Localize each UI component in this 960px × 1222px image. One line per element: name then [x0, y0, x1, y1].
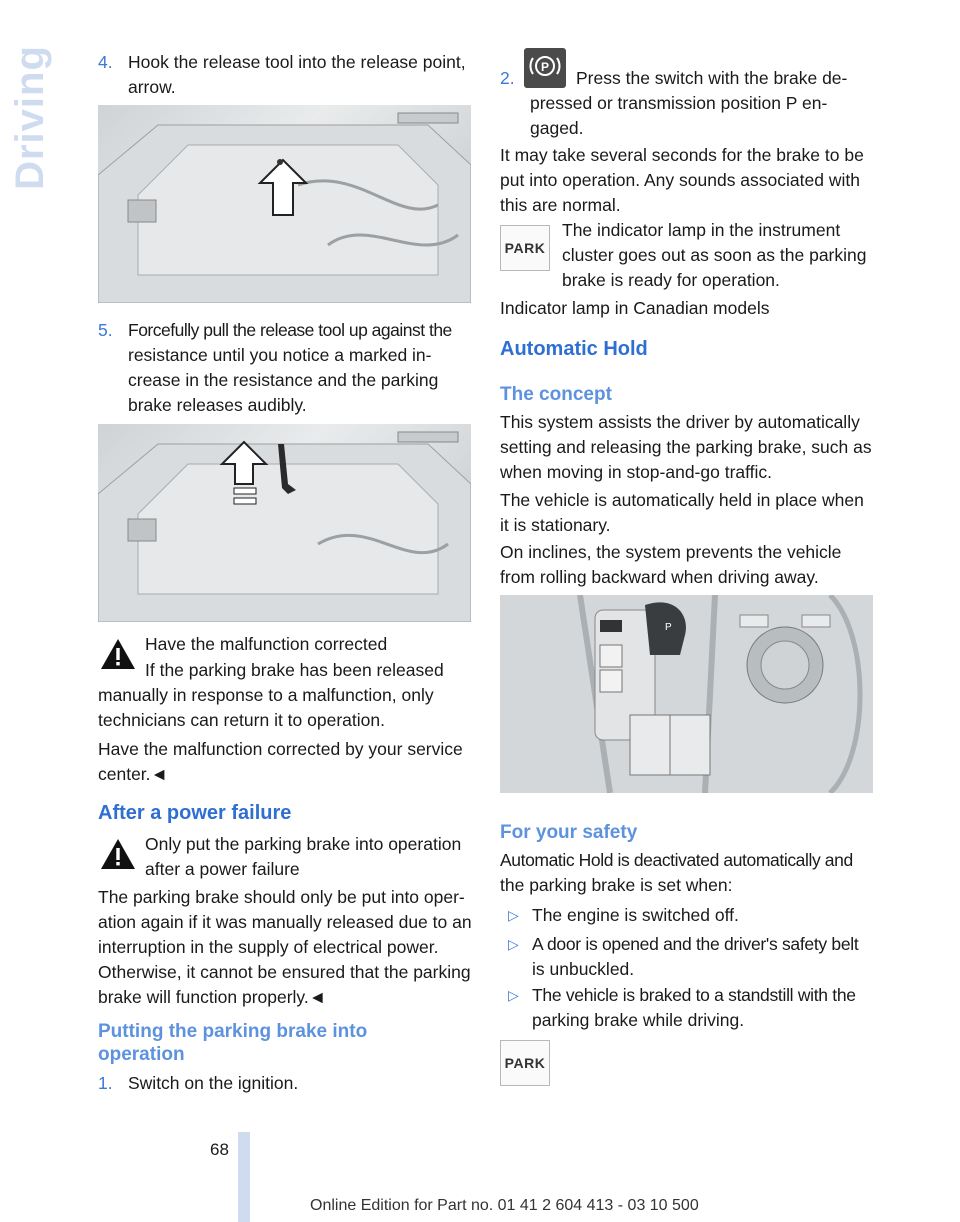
subsection-heading: For your safety — [500, 822, 638, 843]
section-heading: After a power failure — [98, 802, 292, 824]
body-text: Automatic Hold is deactivated automatically and — [500, 850, 853, 870]
warning-triangle-icon — [100, 838, 136, 870]
body-text: this are normal. — [500, 195, 621, 215]
bullet-triangle-icon: ▷ — [508, 987, 519, 1003]
step-text: gaged. — [530, 118, 584, 138]
warning-text: Have the malfunction corrected by your service — [98, 739, 463, 759]
body-text: brake will function properly.◄ — [98, 987, 327, 1007]
warning-text: technicians can return it to operation. — [98, 710, 385, 730]
warning-triangle-icon — [100, 638, 136, 670]
step-text: brake releases audibly. — [128, 395, 307, 415]
body-text: setting and releasing the parking brake, such as — [500, 437, 872, 457]
list-item-text: A door is opened and the driver's safety belt — [532, 934, 859, 954]
body-text: Indicator lamp in Canadian models — [500, 298, 770, 318]
trunk-photo-pull-tool — [98, 424, 471, 622]
body-text: put into operation. Any sounds associated with — [500, 170, 860, 190]
step-number: 1. — [98, 1073, 113, 1093]
bullet-triangle-icon: ▷ — [508, 907, 519, 923]
footer-edition-text: Online Edition for Part no. 01 41 2 604 413 - 03 10 500 — [310, 1197, 699, 1214]
chapter-tab — [0, 40, 60, 190]
subsection-heading: operation — [98, 1044, 185, 1065]
body-text: cluster goes out as soon as the parking — [562, 245, 867, 265]
body-text: it is stationary. — [500, 515, 611, 535]
warning-text: Only put the parking brake into operation — [145, 834, 462, 854]
svg-text:P: P — [540, 60, 550, 74]
body-text: interruption in the supply of electrical power. — [98, 937, 439, 957]
step-text: crease in the resistance and the parking — [128, 370, 439, 390]
body-text: It may take several seconds for the brake to be — [500, 145, 864, 165]
list-item-text: parking brake while driving. — [532, 1010, 745, 1030]
body-text: ation again if it was manually released due to an — [98, 912, 472, 932]
body-text: Otherwise, it cannot be ensured that the parking — [98, 962, 471, 982]
warning-text: after a power failure — [145, 859, 300, 879]
warning-text: center.◄ — [98, 764, 168, 784]
list-item — [500, 932, 880, 984]
body-text: The vehicle is automatically held in place when — [500, 490, 864, 510]
step-text: resistance until you notice a marked in- — [128, 345, 432, 365]
step-text: Hook the release tool into the release point, — [128, 52, 466, 72]
step-text: arrow. — [128, 77, 176, 97]
list-item — [500, 903, 880, 929]
list-item-text: The vehicle is braked to a standstill with the — [532, 985, 856, 1005]
svg-text:P: P — [665, 622, 672, 633]
step-text: Switch on the ignition. — [128, 1073, 299, 1093]
warning-title: Have the malfunction corrected — [145, 634, 388, 654]
park-indicator-lamp-icon — [500, 225, 550, 271]
step-text: pressed or transmission position P en- — [530, 93, 828, 113]
warning-text: manually in response to a malfunction, only — [98, 685, 434, 705]
body-text: brake is ready for operation. — [562, 270, 780, 290]
list-item — [500, 983, 880, 1035]
body-text: when moving in stop-and-go traffic. — [500, 462, 773, 482]
bullet-triangle-icon: ▷ — [508, 936, 519, 952]
park-indicator-label: PARK — [504, 240, 546, 256]
section-heading: Automatic Hold — [500, 338, 648, 360]
body-text: This system assists the driver by automatically — [500, 412, 860, 432]
footer-accent-bar — [238, 1132, 250, 1222]
body-text: The parking brake should only be put into oper- — [98, 887, 465, 907]
subsection-heading: Putting the parking brake into — [98, 1021, 368, 1042]
step-number: 5. — [98, 320, 113, 340]
body-text: On inclines, the system prevents the vehicle — [500, 542, 842, 562]
park-indicator-label: PARK — [504, 1055, 546, 1071]
parking-brake-switch-icon — [524, 48, 566, 88]
step-text: Forcefully pull the release tool up against the — [128, 320, 452, 340]
list-item-text: The engine is switched off. — [532, 905, 739, 925]
park-indicator-lamp-icon — [500, 1040, 550, 1086]
subsection-heading: The concept — [500, 384, 612, 405]
center-console-photo — [500, 595, 873, 793]
step-number: 2. — [500, 68, 515, 88]
list-item-text: is unbuckled. — [532, 959, 635, 979]
body-text: from rolling backward when driving away. — [500, 567, 819, 587]
body-text: the parking brake is set when: — [500, 875, 733, 895]
step-number: 4. — [98, 52, 113, 72]
trunk-photo-release-point — [98, 105, 471, 303]
chapter-tab-label: Driving — [7, 45, 52, 190]
body-text: The indicator lamp in the instrument — [562, 220, 841, 240]
warning-text: If the parking brake has been released — [145, 660, 444, 680]
step-text: Press the switch with the brake de- — [576, 68, 848, 88]
page-number: 68 — [210, 1140, 229, 1159]
step-1 — [98, 1071, 478, 1097]
